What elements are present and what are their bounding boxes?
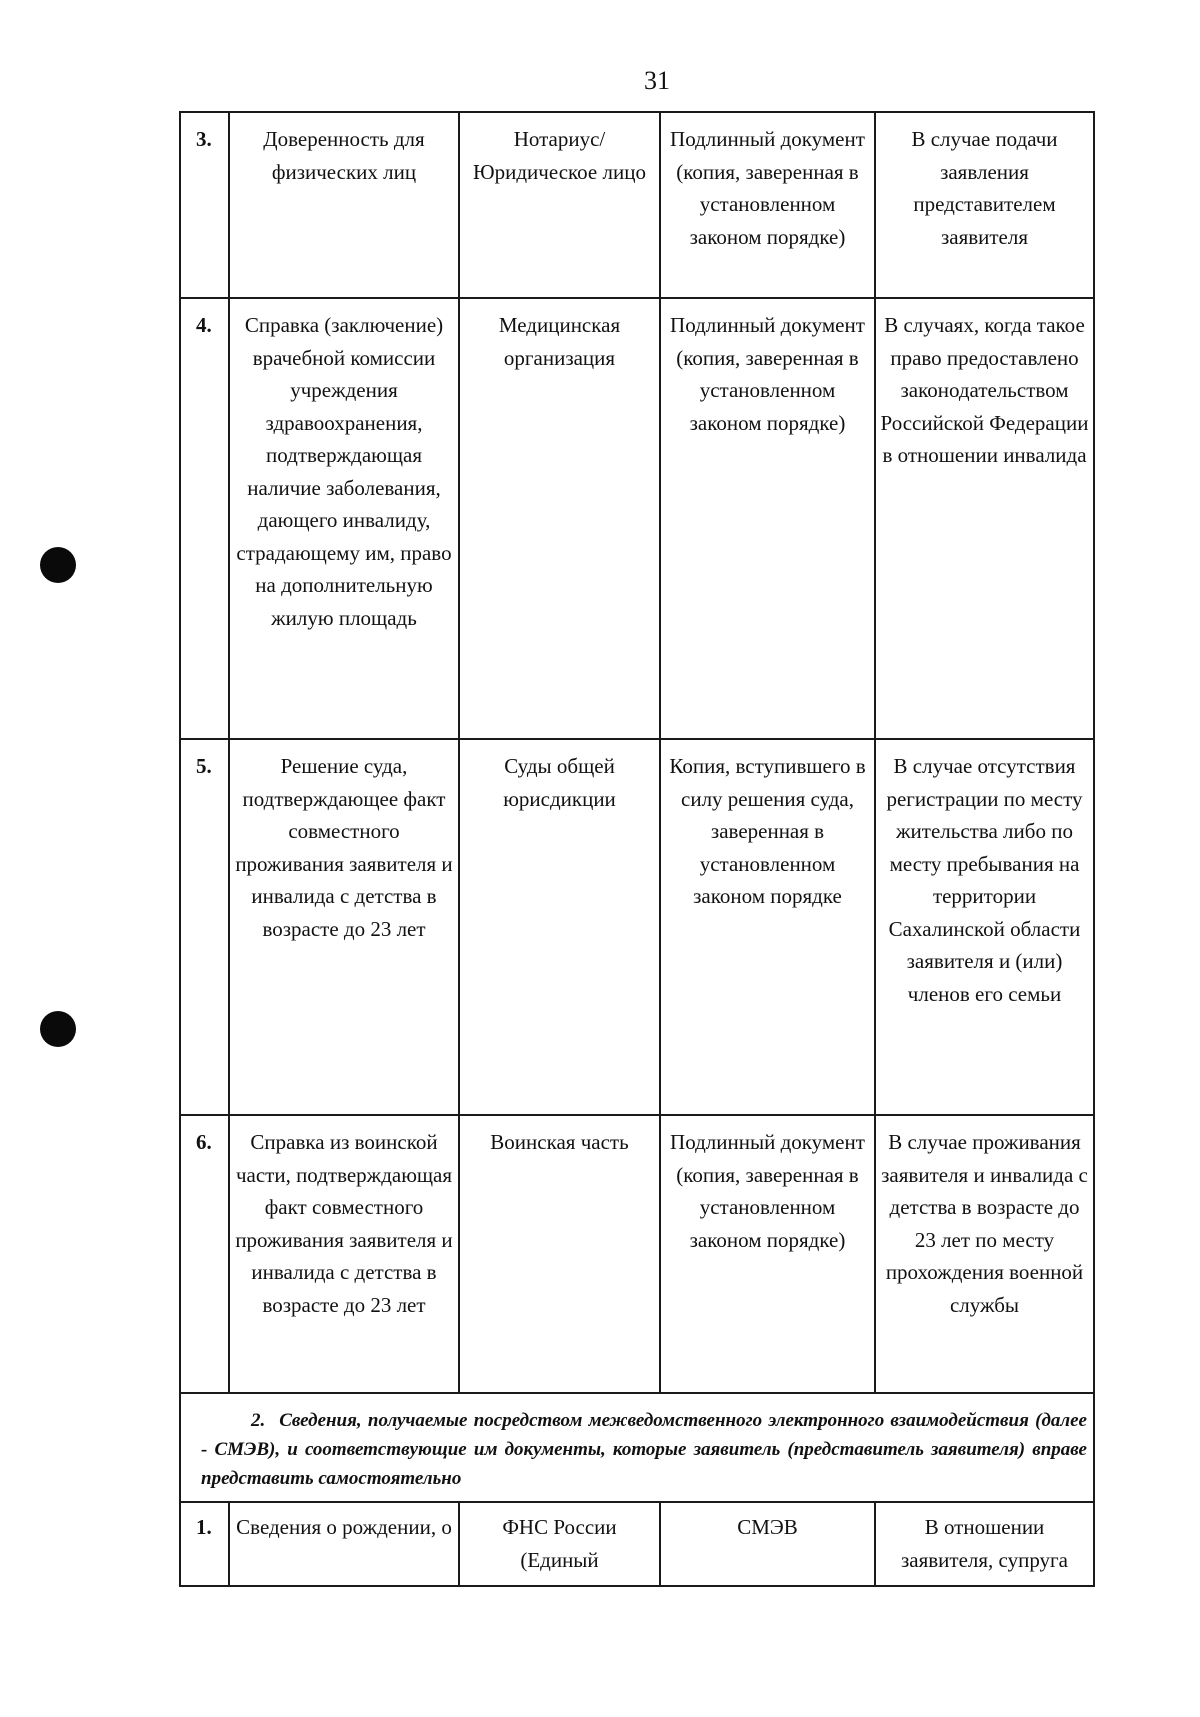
document-name-cell: Доверенность для физических лиц [229,112,459,298]
issuer-cell: Воинская часть [459,1115,660,1393]
condition-cell: В случае подачи заявления представителем заявителя [875,112,1094,298]
section-number: 2. [251,1410,266,1431]
document-name-cell: Справка (заключение) врачебной комиссии учреждения здравоохранения, подтверждающая наличие заболевания, дающего инвалиду, страдающему им, право на дополнительную жилую площадь [229,298,459,739]
issuer-cell: Нотариус/ Юридическое лицо [459,112,660,298]
document-form-cell: Подлинный документ (копия, заверенная в установленном законом порядке) [660,298,875,739]
document-name-cell: Сведения о рождении, о [229,1502,459,1586]
binder-hole [40,1011,76,1047]
table-row [180,1502,1094,1586]
document-form-cell: Подлинный документ (копия, заверенная в установленном законом порядке) [660,112,875,298]
condition-cell: В случае отсутствия регистрации по месту жительства либо по месту пребывания на территории Сахалинской области заявителя и (или) членов его семьи [875,739,1094,1115]
table-row [180,1115,1094,1393]
row-number: 1. [180,1502,229,1586]
page-number: 31 [644,66,670,95]
binder-hole [40,547,76,583]
documents-table [179,111,1095,1587]
document-name-cell: Решение суда, подтверждающее факт совместного проживания заявителя и инвалида с детства в возрасте до 23 лет [229,739,459,1115]
issuer-cell: ФНС России (Единый [459,1502,660,1586]
document-form-cell: Копия, вступившего в силу решения суда, заверенная в установленном законом порядке [660,739,875,1115]
row-number: 5. [180,739,229,1115]
document-name-cell: Справка из воинской части, подтверждающая факт совместного проживания заявителя и инвалида с детства в возрасте до 23 лет [229,1115,459,1393]
section-header-row [180,1393,1094,1502]
table-row [180,112,1094,298]
row-number: 3. [180,112,229,298]
issuer-cell: Медицинская организация [459,298,660,739]
row-number: 4. [180,298,229,739]
section-title: Сведения, получаемые посредством межведомственного электронного взаимодействия (далее - СМЭВ), и соответствующие им документы, которые заявитель (представитель заявителя) вправе представить самостоятельно [201,1410,1087,1489]
document-form-cell: СМЭВ [660,1502,875,1586]
table-row [180,298,1094,739]
condition-cell: В отношении заявителя, супруга [875,1502,1094,1586]
section-header [180,1393,1094,1502]
row-number: 6. [180,1115,229,1393]
condition-cell: В случаях, когда такое право предоставлено законодательством Российской Федерации в отношении инвалида [875,298,1094,739]
condition-cell: В случае проживания заявителя и инвалида с детства в возрасте до 23 лет по месту прохождения военной службы [875,1115,1094,1393]
table-row [180,739,1094,1115]
issuer-cell: Суды общей юрисдикции [459,739,660,1115]
document-form-cell: Подлинный документ (копия, заверенная в установленном законом порядке) [660,1115,875,1393]
